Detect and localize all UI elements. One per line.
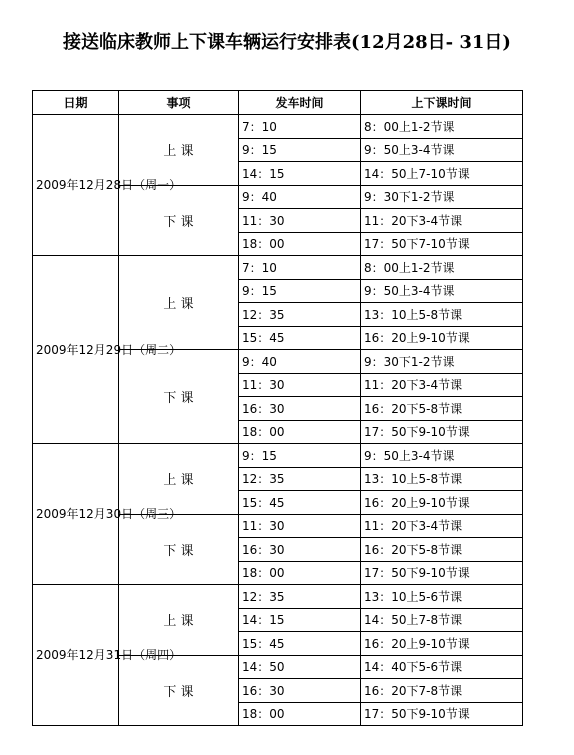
class-time-cell: 13：10上5-8节课: [361, 467, 523, 491]
depart-time-cell: 9：15: [239, 279, 361, 303]
depart-time-cell: 7：10: [239, 256, 361, 280]
class-time-cell: 11：20下3-4节课: [361, 373, 523, 397]
item-cell: 下 课: [119, 185, 239, 256]
depart-time-cell: 14：15: [239, 608, 361, 632]
header-date: 日期: [33, 91, 119, 115]
item-cell: 上 课: [119, 585, 239, 656]
class-time-cell: 16：20下5-8节课: [361, 397, 523, 421]
class-time-cell: 17：50下9-10节课: [361, 561, 523, 585]
item-cell: 上 课: [119, 444, 239, 515]
class-time-cell: 16：20下7-8节课: [361, 679, 523, 703]
class-time-cell: 11：20下3-4节课: [361, 209, 523, 233]
item-cell: 下 课: [119, 514, 239, 585]
depart-time-cell: 18：00: [239, 561, 361, 585]
class-time-cell: 9：50上3-4节课: [361, 279, 523, 303]
depart-time-cell: 9：15: [239, 138, 361, 162]
class-time-cell: 13：10上5-8节课: [361, 303, 523, 327]
item-cell: 下 课: [119, 350, 239, 444]
date-cell: 2009年12月31日（周四）: [33, 585, 119, 726]
class-time-cell: 17：50下7-10节课: [361, 232, 523, 256]
class-time-cell: 16：20上9-10节课: [361, 326, 523, 350]
class-time-cell: 8：00上1-2节课: [361, 115, 523, 139]
table-body: [33, 115, 523, 726]
class-time-cell: 14：50上7-10节课: [361, 162, 523, 186]
depart-time-cell: 7：10: [239, 115, 361, 139]
item-cell: 上 课: [119, 115, 239, 186]
page-title: 接送临床教师上下课车辆运行安排表(12月28日- 31日): [63, 32, 511, 53]
date-cell: 2009年12月28日（周一）: [33, 115, 119, 256]
depart-time-cell: 11：30: [239, 209, 361, 233]
date-cell: 2009年12月29日（周二）: [33, 256, 119, 444]
depart-time-cell: 15：45: [239, 491, 361, 515]
table-row: [33, 444, 523, 468]
header-item: 事项: [119, 91, 239, 115]
depart-time-cell: 15：45: [239, 326, 361, 350]
class-time-cell: 11：20下3-4节课: [361, 514, 523, 538]
class-time-cell: 9：50上3-4节课: [361, 138, 523, 162]
depart-time-cell: 9：40: [239, 350, 361, 374]
class-time-cell: 13：10上5-6节课: [361, 585, 523, 609]
depart-time-cell: 9：40: [239, 185, 361, 209]
header-row: [33, 91, 523, 115]
depart-time-cell: 11：30: [239, 514, 361, 538]
class-time-cell: 9：30下1-2节课: [361, 350, 523, 374]
class-time-cell: 14：50上7-8节课: [361, 608, 523, 632]
depart-time-cell: 12：35: [239, 303, 361, 327]
depart-time-cell: 18：00: [239, 232, 361, 256]
table-row: [33, 585, 523, 609]
schedule-table: [32, 90, 523, 726]
header-class-time: 上下课时间: [361, 91, 523, 115]
depart-time-cell: 18：00: [239, 420, 361, 444]
depart-time-cell: 14：15: [239, 162, 361, 186]
class-time-cell: 17：50下9-10节课: [361, 702, 523, 726]
depart-time-cell: 12：35: [239, 467, 361, 491]
class-time-cell: 16：20下5-8节课: [361, 538, 523, 562]
table-row: [33, 115, 523, 139]
depart-time-cell: 15：45: [239, 632, 361, 656]
depart-time-cell: 18：00: [239, 702, 361, 726]
depart-time-cell: 16：30: [239, 679, 361, 703]
depart-time-cell: 11：30: [239, 373, 361, 397]
depart-time-cell: 9：15: [239, 444, 361, 468]
depart-time-cell: 12：35: [239, 585, 361, 609]
class-time-cell: 14：40下5-6节课: [361, 655, 523, 679]
item-cell: 下 课: [119, 655, 239, 726]
header-depart-time: 发车时间: [239, 91, 361, 115]
depart-time-cell: 16：30: [239, 397, 361, 421]
item-cell: 上 课: [119, 256, 239, 350]
class-time-cell: 17：50下9-10节课: [361, 420, 523, 444]
depart-time-cell: 14：50: [239, 655, 361, 679]
class-time-cell: 8：00上1-2节课: [361, 256, 523, 280]
table-header: [33, 91, 523, 115]
date-cell: 2009年12月30日（周三）: [33, 444, 119, 585]
class-time-cell: 9：50上3-4节课: [361, 444, 523, 468]
class-time-cell: 16：20上9-10节课: [361, 632, 523, 656]
class-time-cell: 9：30下1-2节课: [361, 185, 523, 209]
class-time-cell: 16：20上9-10节课: [361, 491, 523, 515]
depart-time-cell: 16：30: [239, 538, 361, 562]
table-row: [33, 256, 523, 280]
